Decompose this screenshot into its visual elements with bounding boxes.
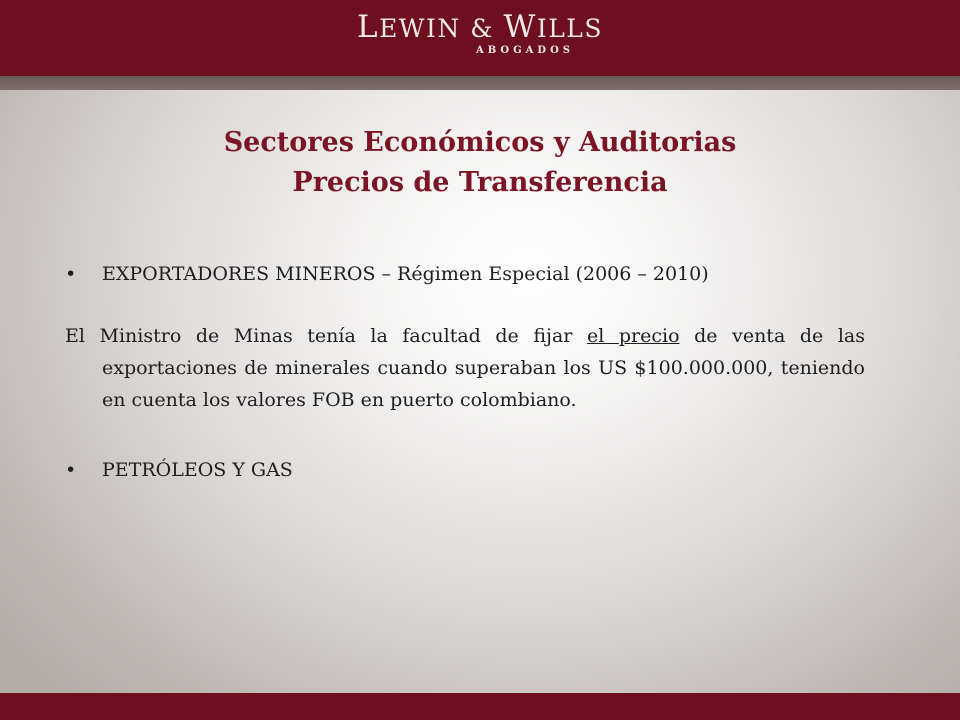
bullet-item (65, 454, 865, 486)
bullet-text: EXPORTADORES MINEROS – Régimen Especial (2006 – 2010) (102, 263, 709, 285)
footer-bar (0, 693, 960, 720)
underlined-phrase: el precio (586, 325, 680, 347)
slide-title (0, 123, 960, 203)
bullet-item (65, 258, 865, 290)
header-stripe (0, 76, 960, 90)
bullet-glyph: • (65, 263, 77, 285)
bullet-glyph: • (65, 459, 77, 481)
header-bar (0, 0, 960, 76)
title-line-1: Sectores Económicos y Auditorias (223, 127, 737, 158)
body-paragraph: El Ministro de Minas tenía la facultad de fijar el precio de venta de las exportaciones de minerales cuando superaban los US $100.000.000, teniendo en cuenta los valores FOB en puerto colombiano. (65, 325, 865, 411)
bullet-text: PETRÓLEOS Y GAS (102, 459, 293, 481)
logo-wordmark: LEWIN & WILLS (356, 9, 604, 45)
title-line-2: Precios de Transferencia (292, 167, 668, 198)
firm-logo (0, 10, 960, 56)
slide-content (65, 258, 865, 486)
logo-subtitle: ABOGADOS (475, 45, 574, 56)
